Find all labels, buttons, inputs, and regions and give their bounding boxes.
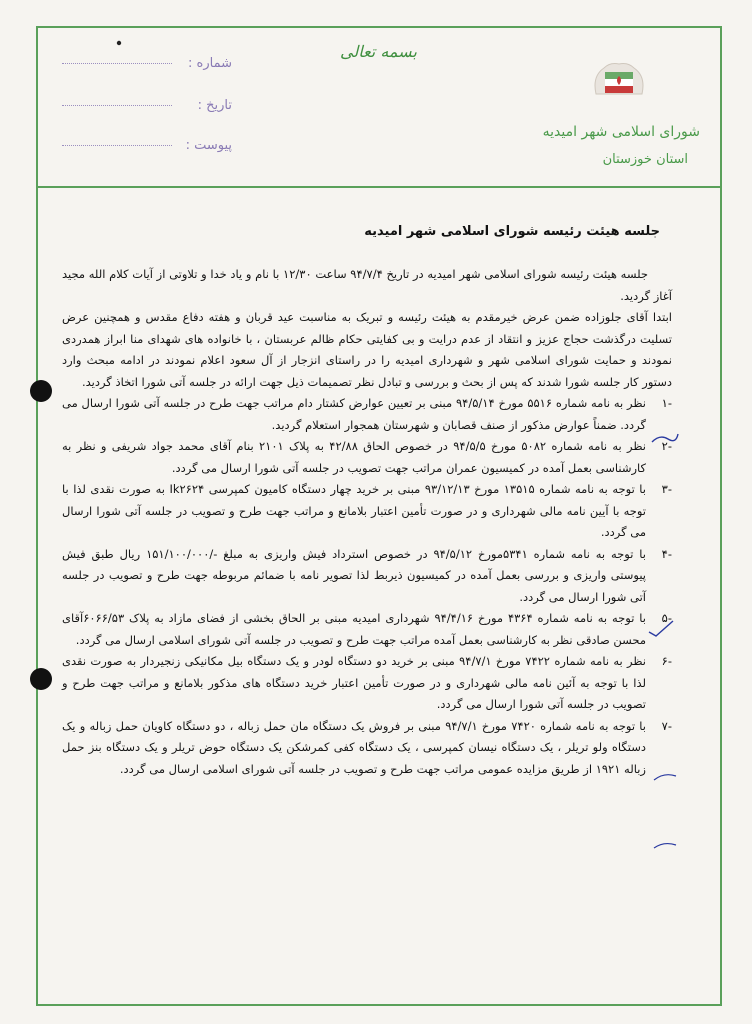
resolution-item-5 (62, 608, 672, 651)
item-number: -۳ (661, 482, 672, 496)
item-text: نظر به نامه شماره ۵۰۸۲ مورخ ۹۴/۵/۵ در خصوص الحاق ۴۲/۸۸ به پلاک ۲۱۰۱ بنام آقای محمد جواد شریفی و نظر به کارشناسی بعمل آمده در کمیسیون عمران مراتب جهت تصویب در جلسه آتی شورا ارسال می گردد. (62, 439, 646, 475)
item-text: با توجه به نامه شماره ۱۳۵۱۵ مورخ ۹۳/۱۲/۱۳ مبنی بر خرید چهار دستگاه کامیون کمپرسی Ik۲۶۲۴ به صورت نقدی لذا با توجه با آیین نامه مالی شهرداری و در صورت تأمین اعتبار بلامانع و مراتب جهت طرح و تصویب در جلسه آتی شورا ارسال می گردد. (62, 482, 646, 539)
item-number: -۴ (661, 546, 672, 561)
attachment-label: پیوست : (185, 138, 232, 153)
number-value-line (62, 63, 172, 64)
iran-emblem-icon (590, 58, 648, 106)
province-name: استان خوزستان (602, 152, 688, 167)
resolution-item-6 (62, 651, 672, 716)
header-divider (36, 186, 722, 188)
intro-paragraph: جلسه هیئت رئیسه شورای اسلامی شهر امیدیه در تاریخ ۹۴/۷/۴ ساعت ۱۲/۳۰ با نام و یاد خدا و تلاوتی از آیات کلام الله مجید آغاز گردید. (62, 267, 672, 303)
pen-mark-icon (650, 430, 680, 448)
item-text: با توجه به نامه شماره ۴۳۶۴ مورخ ۹۴/۴/۱۶ شهرداری امیدیه مبنی بر الحاق بخشی از فضای مازاد به پلاک ۶۰۶۶/۵۳آقای محسن صادقی نظر به کارشناسی بعمل آمده مراتب جهت طرح و تصویب در جلسه آتی شورای اسلامی ارسال می گردد. (62, 611, 646, 647)
date-field (62, 98, 232, 113)
opening-paragraph: ابتدا آقای جلوزاده ضمن عرض خیرمقدم به هیئت رئیسه و تبریک به مناسبت عید قربان و هفته دفاع مقدس و همچنین عرض تسلیت درگذشت حجاج عزیز و انتقاد از عدم درایت و بی کفایتی حکام ظالم عربستان ، با خانواده های شهدای منا ابراز همدردی نمودند و حمایت شورای اسلامی شهر و شهرداری امیدیه را در راستای انزجار از آل سعود اعلام نمودند در ادامه مبحث وارد دستور کار جلسه شورا شدند که پس از بحث و بررسی و تبادل نظر تصمیمات ذیل جهت ارائه در جلسه آتی شورا اتخاذ گردید. (62, 310, 672, 389)
resolution-item-3 (62, 479, 672, 544)
item-number: -۷ (661, 718, 672, 733)
resolution-item-4 (62, 544, 672, 609)
bismillah-calligraphy: بسمه تعالی (340, 42, 417, 61)
letter-body (62, 264, 672, 780)
document-title: جلسه هیئت رئیسه شورای اسلامی شهر امیدیه (364, 224, 660, 239)
resolution-item-2 (62, 436, 672, 479)
item-text: با توجه به نامه شماره ۷۴۲۰ مورخ ۹۴/۷/۱ مبنی بر فروش یک دستگاه مان حمل زباله ، دو دستگاه کاویان حمل زباله و یک دستگاه ولو تریلر ، یک دستگاه نیسان کمپرسی ، یک دستگاه کفی کمرشکن یک دستگاه حوض تریلر و یک دستگاه بنز حمل زباله ۱۹۲۱ از طریق مزایده عمومی مراتب جهت طرح و تصویب در جلسه آتی شورای اسلامی ارسال می گردد. (62, 718, 647, 776)
item-number: -۱ (661, 396, 672, 410)
item-number: -۲ (661, 439, 672, 453)
ink-dot-icon (116, 40, 122, 46)
punch-hole-bottom (30, 668, 52, 690)
resolution-item-1 (62, 393, 672, 436)
item-text: با توجه به نامه شماره ۵۳۴۱مورخ ۹۴/۵/۱۲ در خصوص استرداد فیش واریزی به مبلغ -/۱۵۱/۱۰۰/۰۰۰ ریال طبق فیش پیوستی واریزی و بررسی بعمل آمده در کمیسیون ذیربط لذا تصویر نامه با ضمائم مربوطه جهت طرح و تصویب در جلسه آتی شورا ارسال می گردد. (62, 546, 646, 604)
item-number: -۵ (661, 611, 672, 625)
item-number: -۶ (661, 654, 672, 668)
council-name: شورای اسلامی شهر امیدیه (542, 124, 700, 140)
resolution-item-7 (62, 716, 672, 781)
date-label: تاریخ : (197, 98, 232, 113)
punch-hole-top (30, 380, 52, 402)
pen-mark-icon (652, 770, 678, 784)
number-label: شماره : (188, 56, 232, 71)
item-text: نظر به نامه شماره ۷۴۲۲ مورخ ۹۴/۷/۱ مبنی بر خرید دو دستگاه لودر و یک دستگاه بیل مکانیکی زنجیردار به صورت نقدی لذا با توجه به آئین نامه مالی شهرداری و در صورت تأمین اعتبار خرید دستگاه های مذکور بلامانع و مراتب جهت طرح و تصویب در جلسه آتی شورا ارسال می گردد. (62, 654, 647, 711)
attachment-field (62, 138, 232, 153)
number-field (62, 56, 232, 71)
attachment-value-line (62, 145, 172, 146)
pen-check-icon (646, 618, 676, 640)
pen-mark-icon (652, 838, 678, 852)
date-value-line (62, 105, 172, 106)
item-text: نظر به نامه شماره ۵۵۱۶ مورخ ۹۴/۵/۱۴ مبنی بر تعیین عوارض کشتار دام مراتب جهت طرح در جلسه آتی شورا ارسال می گردد. ضمناً عوارض مذکور از صنف قصابان و شهرستان همجوار استعلام گردید. (62, 396, 646, 432)
